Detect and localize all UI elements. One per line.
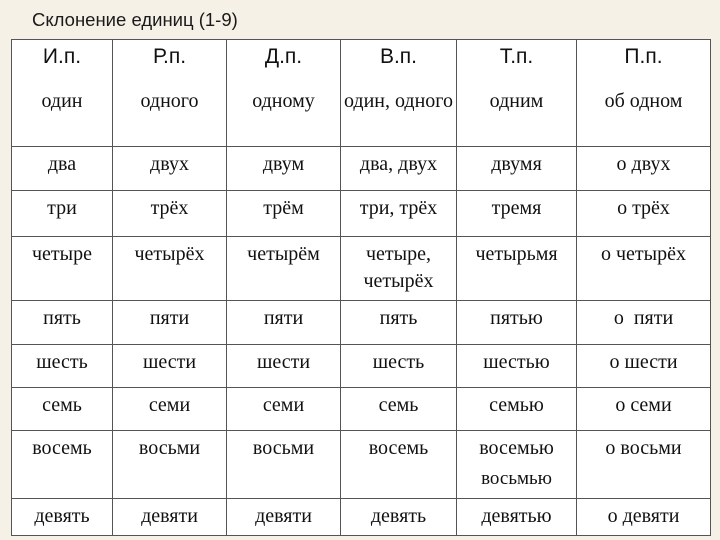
header-prepositional: П.п. <box>577 40 711 84</box>
cell-dative: пяти <box>227 301 341 345</box>
cell-instrumental: одним <box>457 84 577 147</box>
cell-genitive: одного <box>113 84 227 147</box>
table-row <box>12 237 711 301</box>
cell-instrumental: тремя <box>457 191 577 237</box>
cell-accusative: шесть <box>341 345 457 388</box>
instrumental-main: восемью <box>479 437 554 459</box>
cell-dative: трём <box>227 191 341 237</box>
cell-prepositional: о восьми <box>577 431 711 499</box>
cell-genitive: семи <box>113 388 227 431</box>
cell-dative: двум <box>227 147 341 191</box>
cell-instrumental: шестью <box>457 345 577 388</box>
cell-instrumental: девятью <box>457 499 577 536</box>
cell-nominative: пять <box>12 301 113 345</box>
table-row <box>12 431 711 499</box>
cell-prepositional: о девяти <box>577 499 711 536</box>
cell-instrumental <box>457 431 577 499</box>
cell-genitive: девяти <box>113 499 227 536</box>
cell-nominative: один <box>12 84 113 147</box>
cell-prepositional: о двух <box>577 147 711 191</box>
cell-nominative: четыре <box>12 237 113 301</box>
header-instrumental: Т.п. <box>457 40 577 84</box>
cell-instrumental: четырьмя <box>457 237 577 301</box>
cell-instrumental: пятью <box>457 301 577 345</box>
cell-instrumental: двумя <box>457 147 577 191</box>
cell-accusative: два, двух <box>341 147 457 191</box>
cell-genitive: двух <box>113 147 227 191</box>
cell-instrumental: семью <box>457 388 577 431</box>
cell-accusative: семь <box>341 388 457 431</box>
cell-nominative: восемь <box>12 431 113 499</box>
table-row <box>12 388 711 431</box>
cell-prepositional: о шести <box>577 345 711 388</box>
cell-accusative: девять <box>341 499 457 536</box>
cell-genitive: шести <box>113 345 227 388</box>
cell-accusative: три, трёх <box>341 191 457 237</box>
header-nominative: И.п. <box>12 40 113 84</box>
cell-nominative: три <box>12 191 113 237</box>
cell-accusative: четыре, четырёх <box>341 237 457 301</box>
cell-dative: одному <box>227 84 341 147</box>
cell-nominative: два <box>12 147 113 191</box>
cell-prepositional: о пяти <box>577 301 711 345</box>
cell-nominative: семь <box>12 388 113 431</box>
cell-nominative: девять <box>12 499 113 536</box>
table-row <box>12 301 711 345</box>
cell-accusative: один, одного <box>341 84 457 147</box>
instrumental-variant: восьмью <box>481 468 552 489</box>
cell-dative: семи <box>227 388 341 431</box>
declension-table <box>11 39 711 536</box>
cell-dative: восьми <box>227 431 341 499</box>
cell-dative: девяти <box>227 499 341 536</box>
cell-prepositional: о четырёх <box>577 237 711 301</box>
cell-genitive: трёх <box>113 191 227 237</box>
table-row <box>12 147 711 191</box>
cell-nominative: шесть <box>12 345 113 388</box>
cell-dative: четырём <box>227 237 341 301</box>
cell-prepositional: о трёх <box>577 191 711 237</box>
cell-accusative: восемь <box>341 431 457 499</box>
page-title: Склонение единиц (1-9) <box>32 9 238 30</box>
header-accusative: В.п. <box>341 40 457 84</box>
cell-prepositional: о семи <box>577 388 711 431</box>
cell-accusative: пять <box>341 301 457 345</box>
cell-genitive: пяти <box>113 301 227 345</box>
header-row <box>12 40 711 84</box>
table-row <box>12 84 711 147</box>
table-row <box>12 191 711 237</box>
header-genitive: Р.п. <box>113 40 227 84</box>
cell-dative: шести <box>227 345 341 388</box>
cell-prepositional: об одном <box>577 84 711 147</box>
cell-genitive: четырёх <box>113 237 227 301</box>
cell-genitive: восьми <box>113 431 227 499</box>
table-row <box>12 345 711 388</box>
table-row <box>12 499 711 536</box>
header-dative: Д.п. <box>227 40 341 84</box>
